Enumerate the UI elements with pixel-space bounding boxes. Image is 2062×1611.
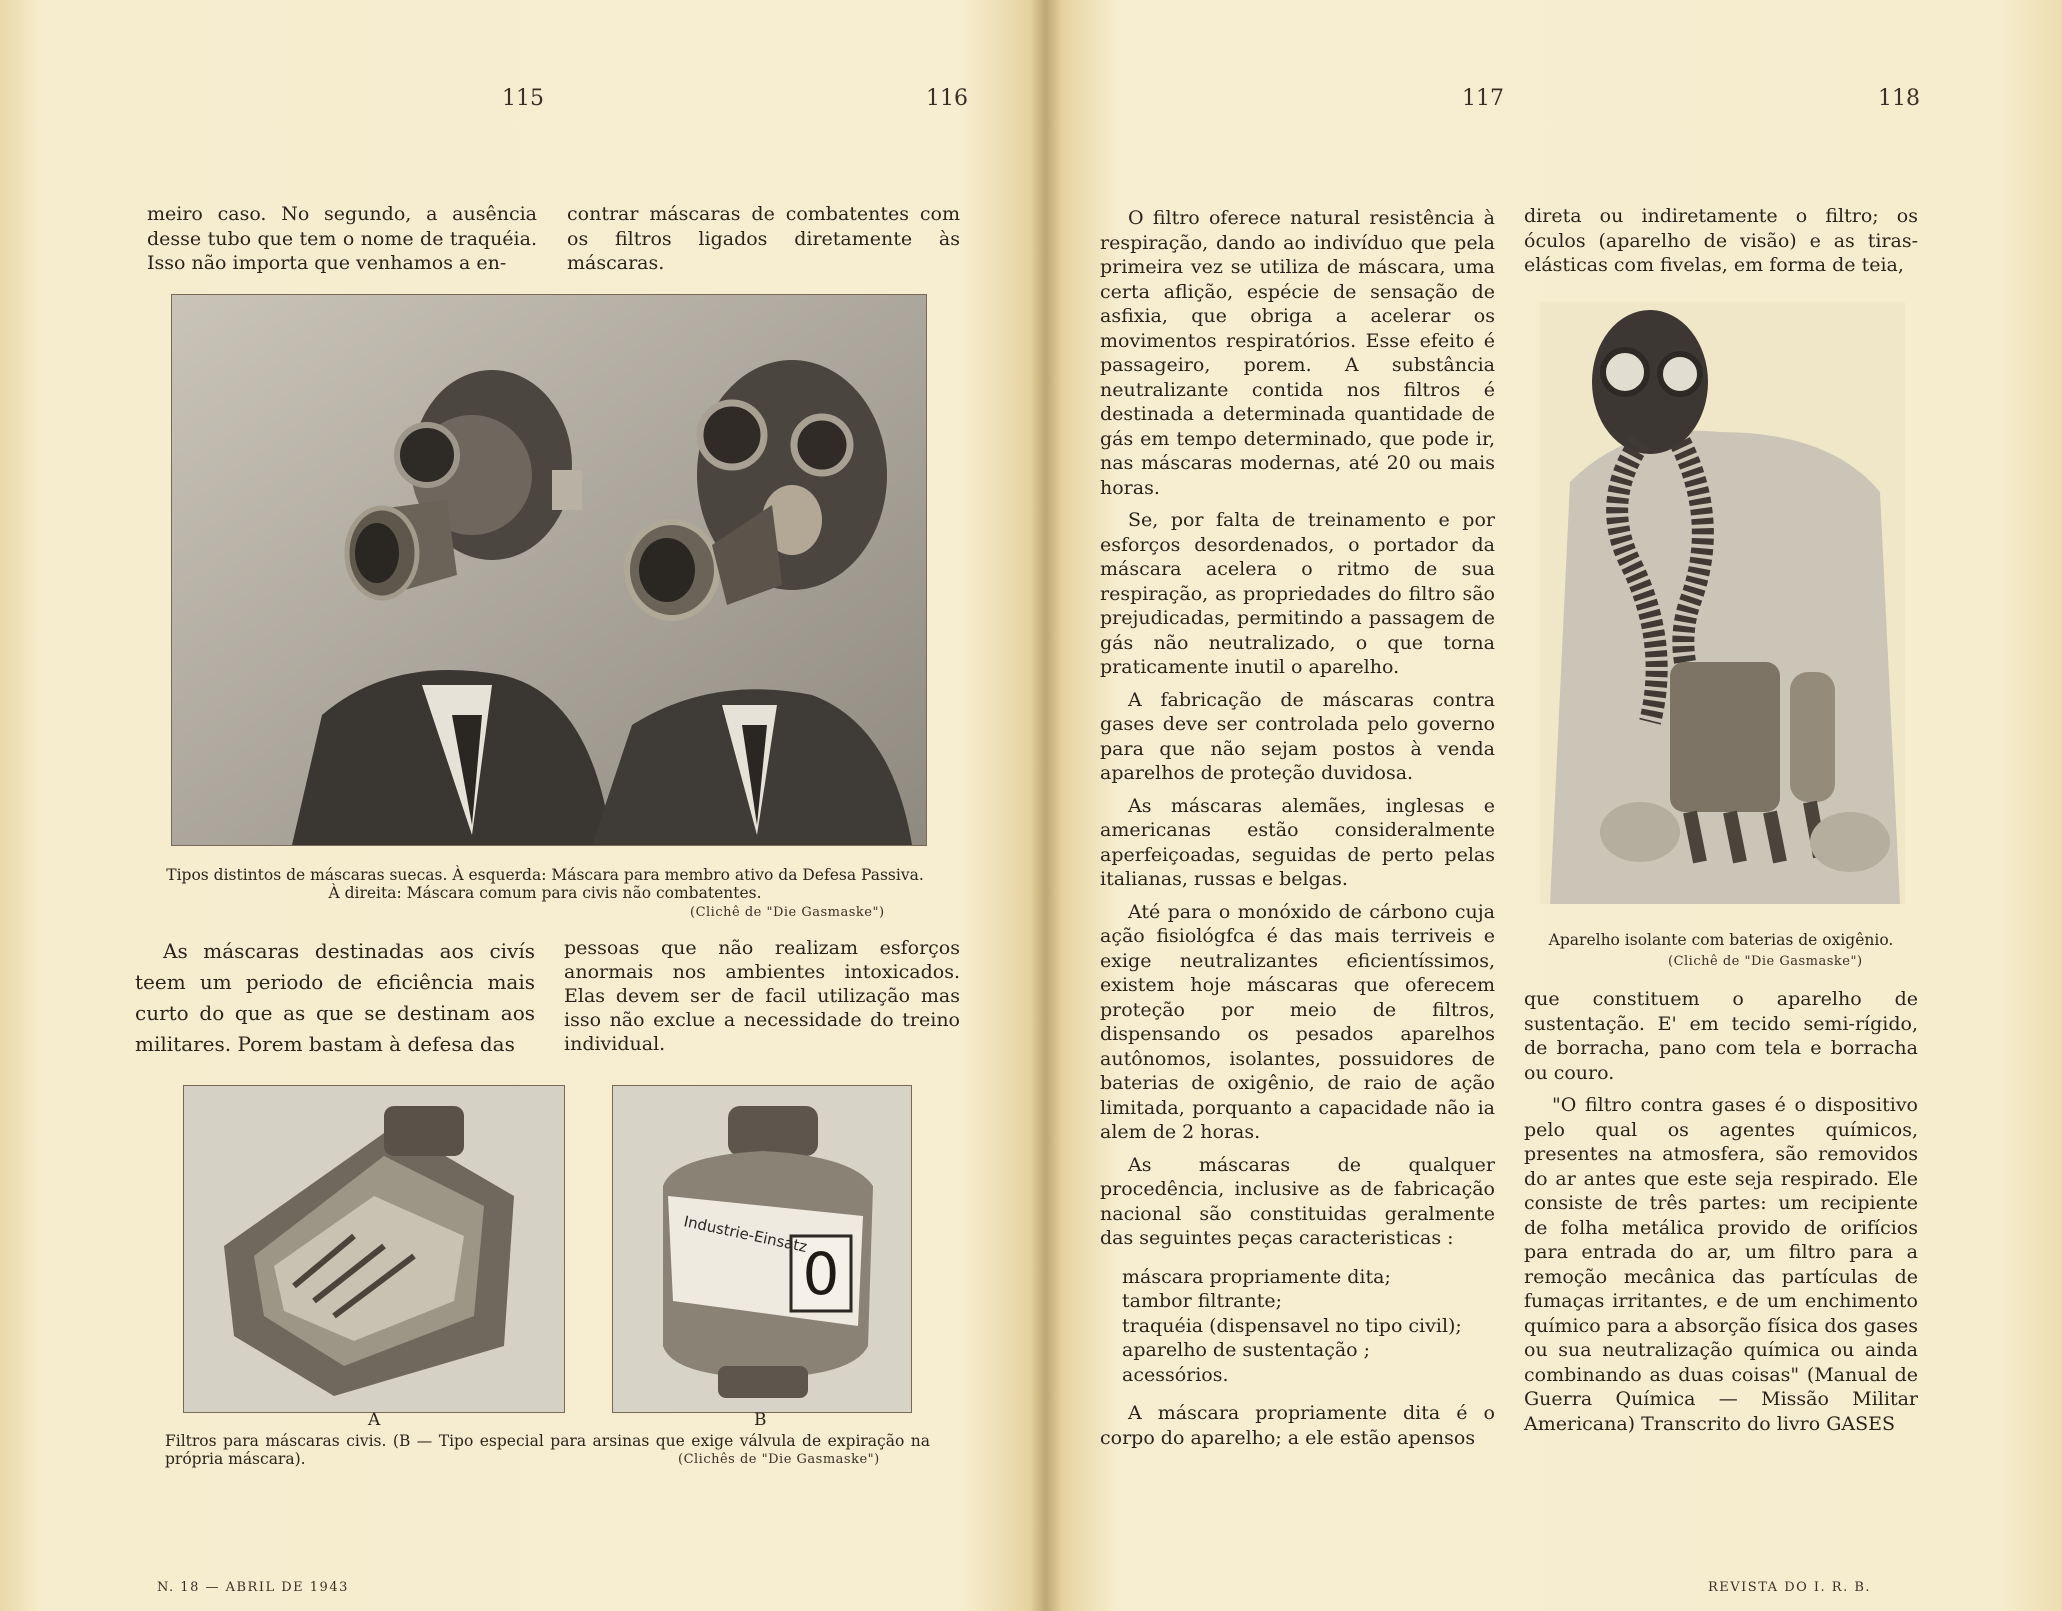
right-column-1 bbox=[1100, 206, 1495, 1458]
page-number-118: 118 bbox=[1878, 86, 1920, 111]
text-paragraph: pessoas que não realizam esforços anormais nos ambientes intoxicados. Elas devem ser de facil utilização mas isso não exclue a necessidade do treino individual. bbox=[564, 937, 960, 1055]
right-column-2-bottom bbox=[1524, 987, 1918, 1444]
book-gutter bbox=[1030, 0, 1062, 1611]
text-paragraph: que constituem o aparelho de sustentação. E' em tecido semi-rígido, de borracha, pano com tela e borracha ou couro. bbox=[1524, 988, 1918, 1084]
left-top-column-1 bbox=[147, 202, 537, 284]
text-paragraph: contrar máscaras de combatentes com os filtros ligados diretamente às máscaras. bbox=[567, 203, 960, 274]
text-paragraph: meiro caso. No segundo, a ausência desse tubo que tem o nome de traquéia. Isso não importa que venhamos a en- bbox=[147, 203, 537, 274]
photo-swedish-gas-masks bbox=[171, 294, 927, 846]
oxygen-apparatus-illustration bbox=[1540, 302, 1905, 904]
parts-list bbox=[1122, 1265, 1495, 1388]
photo-oxygen-apparatus bbox=[1540, 302, 1905, 904]
left-top-column-2 bbox=[567, 202, 960, 284]
text-paragraph: A máscara propriamente dita é o corpo do aparelho; a ele estão apensos bbox=[1100, 1402, 1495, 1449]
text-paragraph: As máscaras alemães, inglesas e americanas estão consideralmente aperfeiçoadas, seguidas de perto pelas italianas, russas e belgas. bbox=[1100, 794, 1495, 890]
photo-label-a: A bbox=[368, 1410, 381, 1430]
list-item: tambor filtrante; bbox=[1122, 1290, 1283, 1312]
photo3-credit: (Clichê de "Die Gasmaske") bbox=[1668, 954, 1863, 969]
right-footer: REVISTA DO I. R. B. bbox=[1708, 1580, 1872, 1595]
text-paragraph: A fabricação de máscaras contra gases deve ser controlada pelo governo para que não sejam postos à venda aparelhos de proteção duvidosa. bbox=[1100, 688, 1495, 784]
text-paragraph: O filtro oferece natural resistência à respiração, dando ao indivíduo que pela primeira vez se utiliza de máscara, uma certa aflição, espécie de sensação de asfixia, que obriga a acelerar os movimentos respiratórios. Esse efeito é passageiro, porem. A substância neutralizante contida nos filtros é destinada a determinada quantidade de gás em tempo determinado, que pode ir, nas máscaras modernas, até 20 ou mais horas. bbox=[1100, 207, 1495, 499]
text-paragraph: As máscaras destinadas aos civís teem um periodo de eficiência mais curto do que as que se destinam aos militares. Porem bastam à defesa das bbox=[135, 939, 535, 1056]
list-item: acessórios. bbox=[1122, 1363, 1229, 1386]
photo2-caption: Filtros para máscaras civis. (B — Tipo especial para arsinas que exige válvula de expiração na própria máscara). bbox=[165, 1432, 930, 1468]
text-paragraph: Até para o monóxido de cárbono cuja ação fisiológfca é das mais terriveis e exige neutralizantes eficientíssimos, existem hoje máscaras que oferecem proteção por meio de filtros, dispensando os pesados aparelhos autônomos, isolantes, possuidores de baterias de oxigênio, de raio de ação limitada, porquanto a capacidade não ia alem de 2 horas. bbox=[1100, 900, 1495, 1143]
filter-canister-b-illustration bbox=[613, 1086, 911, 1412]
left-mid-column-1 bbox=[135, 936, 535, 1068]
left-mid-column-2 bbox=[564, 936, 960, 1064]
text-paragraph: As máscaras de qualquer procedência, inclusive as de fabricação nacional são constituidas geralmente das seguintes peças caracteristicas : bbox=[1100, 1153, 1495, 1249]
list-item: aparelho de sustentação ; bbox=[1122, 1339, 1371, 1361]
photo1-caption: Tipos distintos de máscaras suecas. À esquerda: Máscara para membro ativo da Defesa Passiva. À direita: Máscara comum para civis não combatentes. bbox=[166, 866, 924, 902]
canister-number-text: 0 bbox=[802, 1240, 840, 1308]
gas-mask-men-illustration bbox=[172, 295, 926, 845]
photo1-credit: (Clichê de "Die Gasmaske") bbox=[690, 905, 885, 920]
photo-filter-a bbox=[183, 1085, 565, 1413]
photo-label-b: B bbox=[754, 1410, 767, 1430]
text-paragraph: Se, por falta de treinamento e por esforços desordenados, o portador da máscara acelera o ritmo de sua respiração, as propriedades do filtro são prejudicadas, permitindo a passagem de gás não neutralizado, o que torna praticamente inutil o aparelho. bbox=[1100, 509, 1495, 678]
canister-label-text: Industrie-Einsatz bbox=[682, 1212, 809, 1257]
text-paragraph: "O filtro contra gases é o dispositivo pelo qual os agentes químicos, presentes na atmosfera, são removidos do ar antes que este seja respirado. Ele consiste de três partes: um recipiente de folha metálica provido de orifícios para entrada do ar, um filtro para a remoção mecânica das partículas de fumaças irritantes, e de um enchimento químico para a absorção física dos gases ou sua neutralização química ou ainda combinando as duas coisas" (Manual de Guerra Química — Missão Militar Americana) Transcrito do livro GASES bbox=[1524, 1094, 1918, 1435]
page-number-117: 117 bbox=[1462, 86, 1504, 111]
page-number-115: 115 bbox=[502, 86, 544, 111]
left-footer: N. 18 — ABRIL DE 1943 bbox=[157, 1580, 349, 1595]
text-paragraph: direta ou indiretamente o filtro; os óculos (aparelho de visão) e as tiras-elásticas com fivelas, em forma de teia, bbox=[1524, 205, 1918, 276]
filter-canister-a-illustration bbox=[184, 1086, 564, 1412]
list-item: traquéia (dispensavel no tipo civil); bbox=[1122, 1314, 1462, 1337]
list-item: máscara propriamente dita; bbox=[1122, 1265, 1391, 1288]
photo3-caption: Aparelho isolante com baterias de oxigênio. bbox=[1548, 931, 1894, 949]
page-number-116: 116 bbox=[926, 86, 968, 111]
photo-filter-b bbox=[612, 1085, 912, 1413]
photo2-credit: (Clichês de "Die Gasmaske") bbox=[678, 1452, 880, 1467]
right-column-2-top bbox=[1524, 204, 1918, 286]
